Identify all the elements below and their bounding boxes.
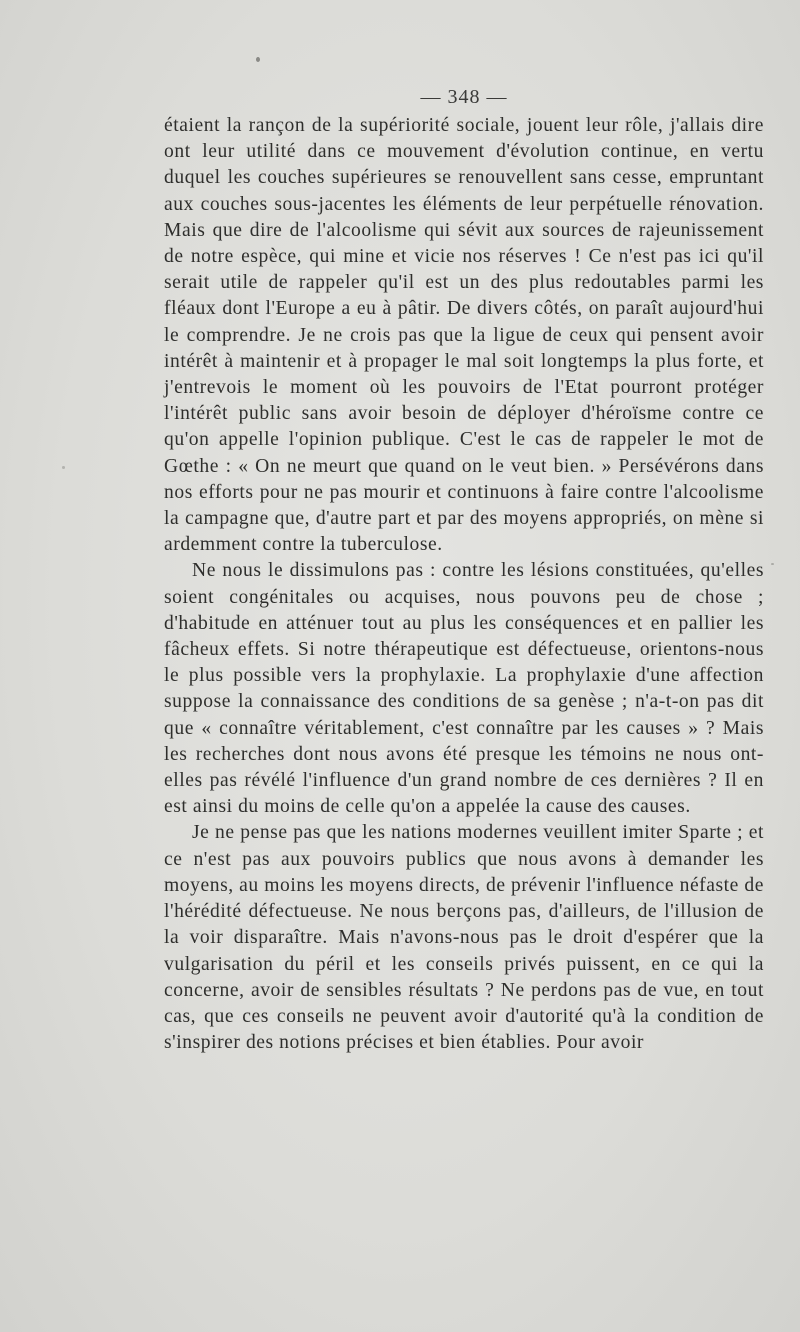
body-text — [164, 113, 764, 1056]
paragraph: étaient la rançon de la supériorité sociale, jouent leur rôle, j'allais dire ont leur utilité dans ce mouvement d'évolution continue, en vertu duquel les couches supérieures se renouvellent sans cesse, empruntant aux couches sous-jacentes les éléments de leur perpétuelle rénovation. Mais que dire de l'alcoolisme qui sévit aux sources de rajeunissement de notre espèce, qui mine et vicie nos réserves ! Ce n'est pas ici qu'il serait utile de rappeler qu'il est un des plus redoutables parmi les fléaux dont l'Europe a eu à pâtir. De divers côtés, on paraît aujourd'hui le comprendre. Je ne crois pas que la ligue de ceux qui pensent avoir intérêt à maintenir et à propager le mal soit longtemps la plus forte, et j'entrevois le moment où les pouvoirs de l'Etat pourront protéger l'intérêt public sans avoir besoin de déployer d'héroïsme contre ce qu'on appelle l'opinion publique. C'est le cas de rappeler le mot de Gœthe : « On ne meurt que quand on le veut bien. » Persévérons dans nos efforts pour ne pas mourir et continuons à faire contre l'alcoolisme la campagne que, d'autre part et par des moyens appropriés, on mène si ardemment contre la tuberculose. — [164, 115, 764, 556]
paragraph: Ne nous le dissimulons pas : contre les lésions constituées, qu'elles soient congénitales ou acquises, nous pouvons peu de chose ; d'habitude en atténuer tout au plus les conséquences et en pallier les fâcheux effets. Si notre thérapeutique est défectueuse, orientons-nous le plus possible vers la prophylaxie. La prophylaxie d'une affection suppose la connaissance des conditions de sa genèse ; n'a-t-on pas dit que « connaître véritablement, c'est connaître par les causes » ? Mais les recherches dont nous avons été presque les témoins ne nous ont-elles pas révélé l'influence d'un grand nombre de ces dernières ? Il en est ainsi du moins de celle qu'on a appelée la cause des causes. — [164, 560, 764, 818]
paper-speck — [62, 466, 65, 469]
paper-speck — [771, 563, 774, 565]
paper-speck — [256, 57, 260, 62]
paragraph: Je ne pense pas que les nations modernes veuillent imiter Sparte ; et ce n'est pas aux pouvoirs publics que nous avons à demander les moyens, au moins les moyens directs, de prévenir l'influence néfaste de l'hérédité défectueuse. Ne nous berçons pas, d'ailleurs, de l'illusion de la voir disparaître. Mais n'avons-nous pas le droit d'espérer que la vulgarisation du péril et les conseils privés puissent, en ce qui la concerne, avoir de sensibles résultats ? Ne perdons pas de vue, en tout cas, que ces conseils ne peuvent avoir d'autorité qu'à la condition de s'inspirer des notions précises et bien établies. Pour avoir — [164, 822, 764, 1054]
page-number: — 348 — — [420, 86, 508, 108]
